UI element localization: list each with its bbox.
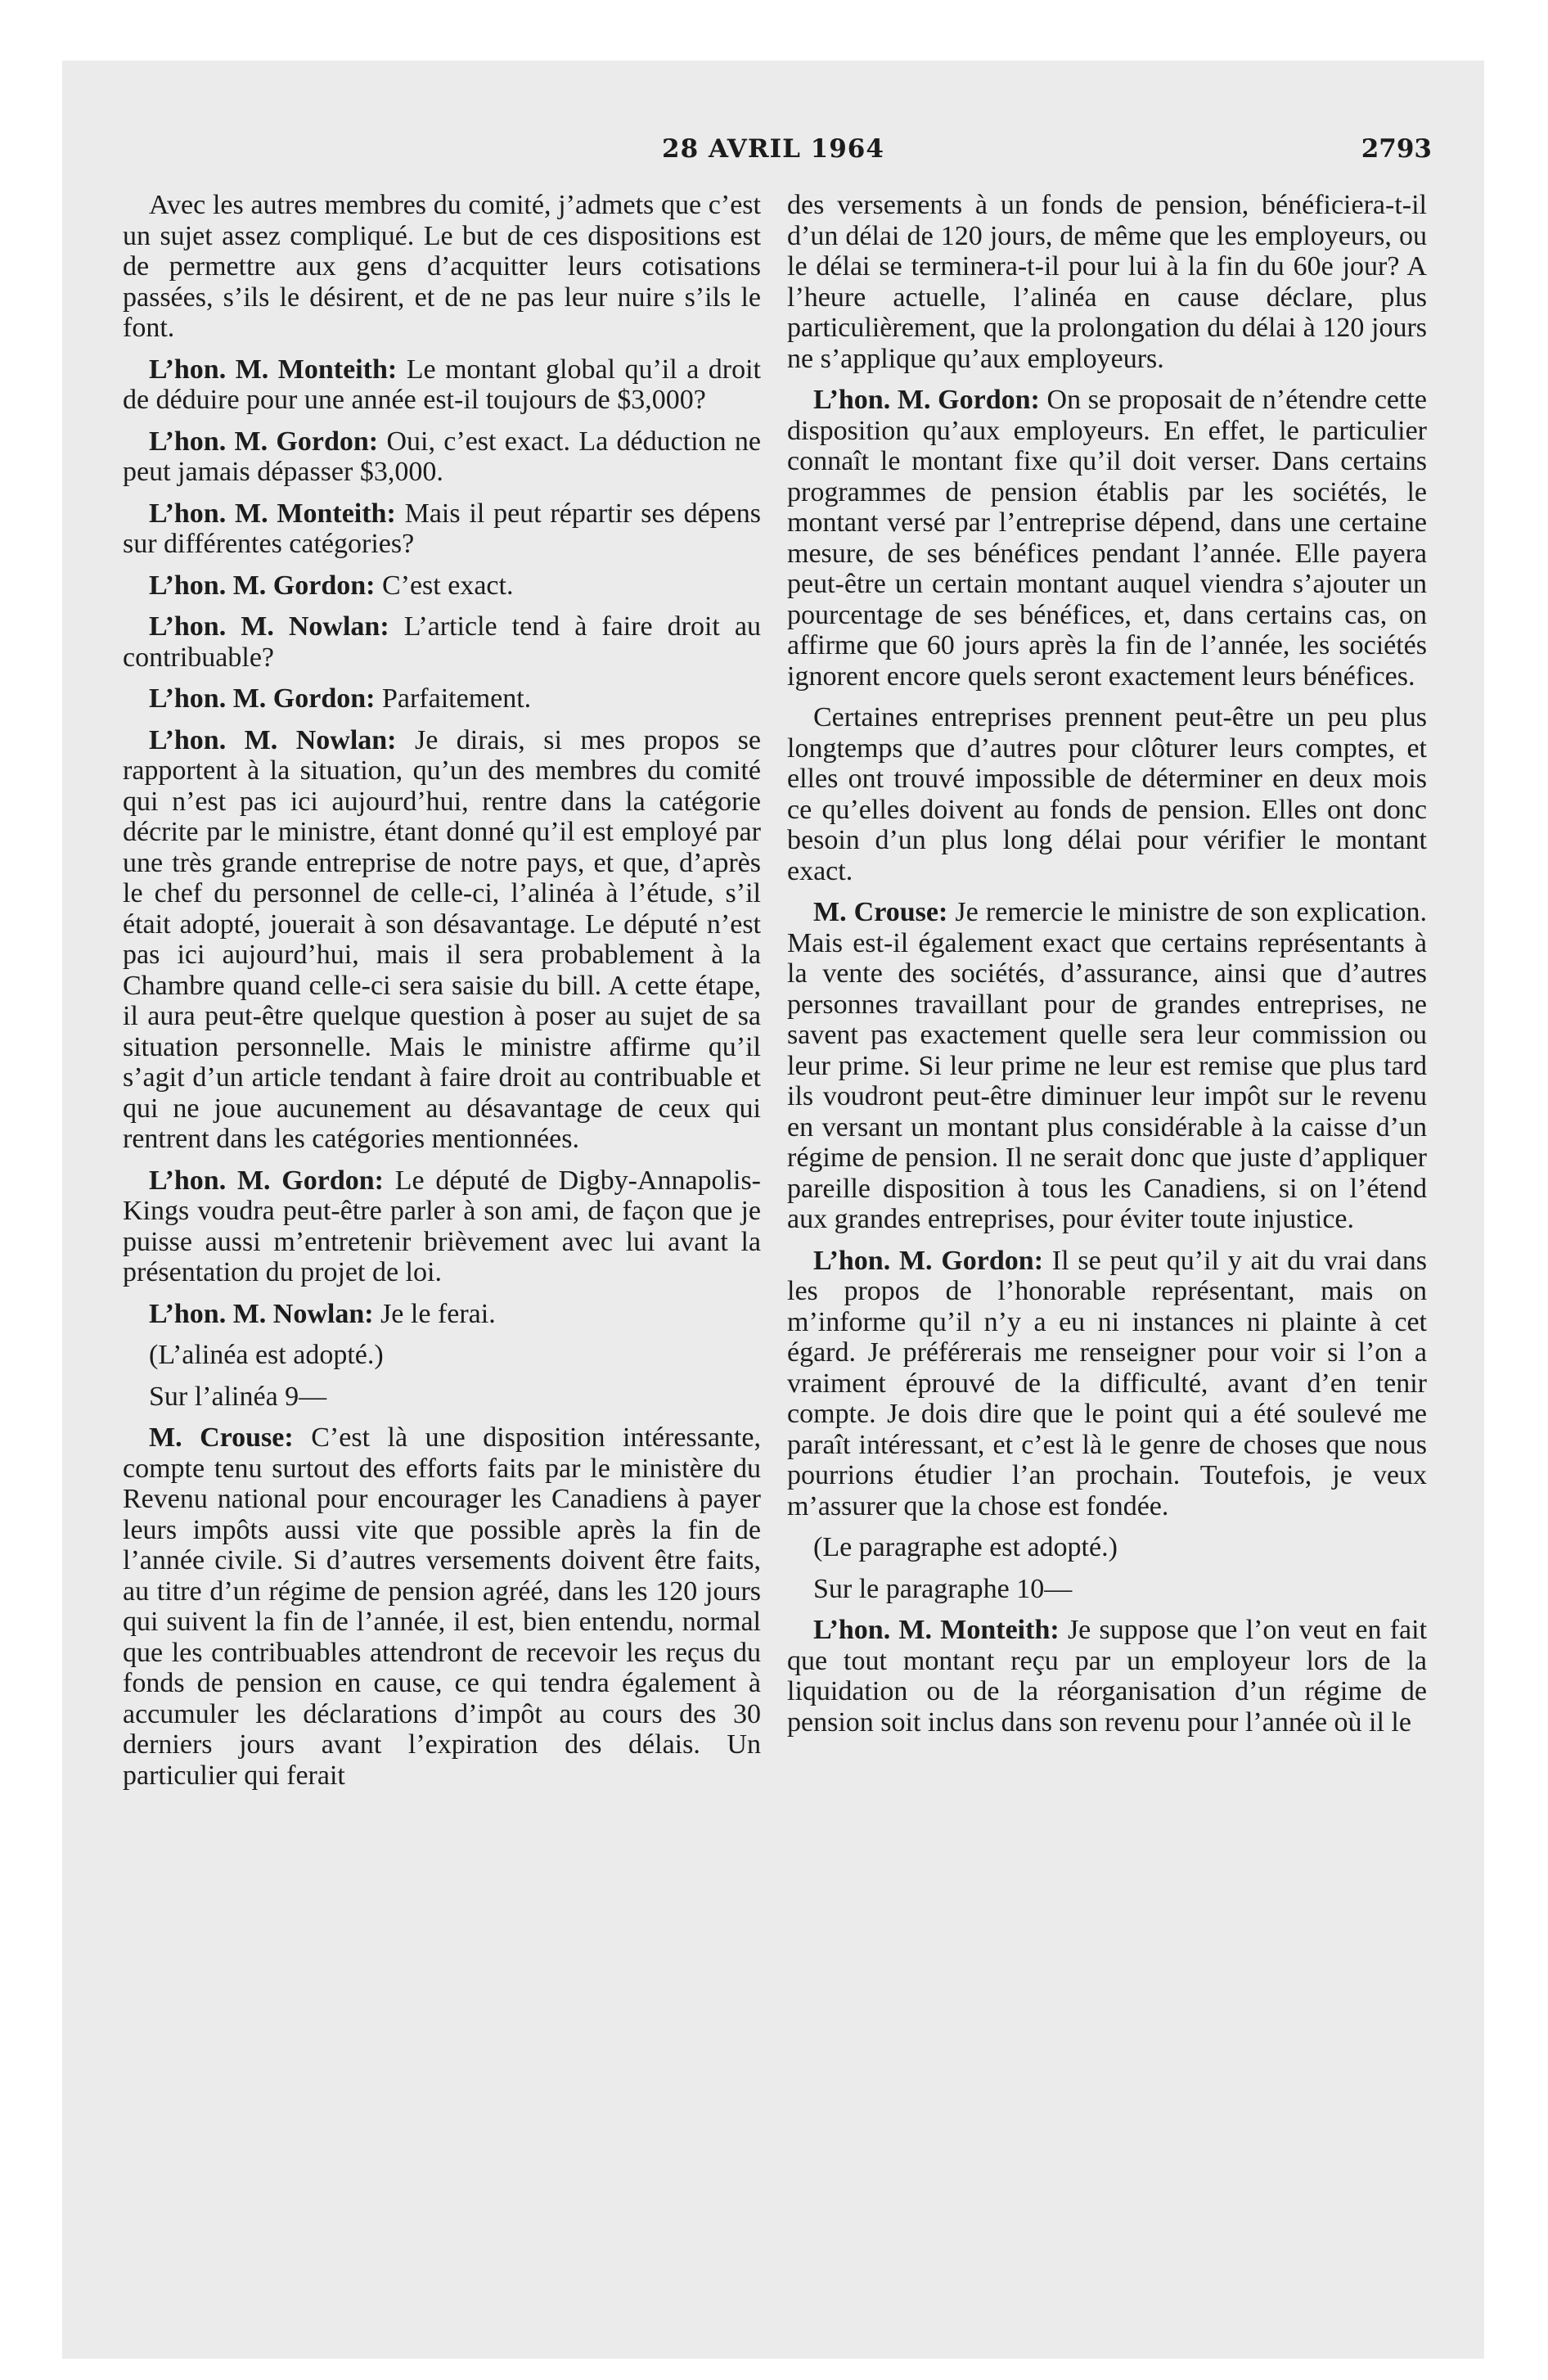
paragraph: [787, 1532, 1427, 1563]
paragraph-text: On se proposait de n’étendre cette disposition qu’aux employeurs. En effet, le particulier connaît le montant fixe qu’il doit verser. Dans certains programmes de pension établis par les sociétés, le montant versé par l’entreprise dépend, dans une certaine mesure, de ses bénéfices pendant l’année. Elle payera peut-être un certain montant auquel viendra s’ajouter un pourcentage de ses bénéfices, et, dans certains cas, on affirme que 60 jours après la fin de l’année, les sociétés ignorent encore quels seront exactement leurs bénéfices.: [787, 385, 1427, 692]
speaker-name: L’hon. M. Nowlan:: [149, 611, 389, 642]
paragraph: [787, 1246, 1427, 1522]
page-number: 2793: [1361, 134, 1432, 164]
paragraph: [123, 426, 761, 488]
speaker-name: M. Crouse:: [149, 1422, 294, 1453]
paragraph: [123, 725, 761, 1155]
paragraph-text: des versements à un fonds de pension, bénéficiera-t-il d’un délai de 120 jours, de même que les employeurs, ou le délai se terminera-t-il pour lui à la fin du 60e jour? A l’heure actuelle, l’alinéa en cause déclare, plus particulièrement, que la prolongation du délai à 120 jours ne s’applique qu’aux employeurs.: [787, 190, 1427, 374]
paragraph-text: L’article tend à faire droit au contribuable?: [123, 611, 762, 673]
speaker-name: L’hon. M. Gordon:: [149, 570, 376, 601]
left-column: [123, 190, 761, 1801]
paragraph: [787, 190, 1427, 374]
speaker-name: L’hon. M. Nowlan:: [149, 724, 397, 755]
speaker-name: L’hon. M. Monteith:: [813, 1615, 1060, 1645]
paragraph-text: Avec les autres membres du comité, j’admets que c’est un sujet assez compliqué. Le but de ces dispositions est de permettre aux gens d’acquitter leurs cotisations passées, s’ils le désirent, et de ne pas leur nuire s’ils le font.: [123, 190, 761, 343]
paragraph-text: Je remercie le ministre de son explication. Mais est-il également exact que certains représentants à la vente des sociétés, d’assurance, ainsi que d’autres personnes travaillant pour de grandes entreprises, ne savent pas exactement quelle sera leur commission ou leur prime. Si leur prime ne leur est remise que plus tard ils voudront peut-être diminuer leur impôt sur le revenu en versant un montant plus considérable à la caisse d’un régime de pension. Il ne serait donc que juste d’appliquer pareille disposition à tous les Canadiens, si on l’étend aux grandes entreprises, pour éviter toute injustice.: [787, 897, 1427, 1234]
paragraph-text: C’est exact.: [381, 570, 514, 601]
paragraph-text: Sur l’alinéa 9—: [149, 1381, 327, 1412]
paragraph: [123, 611, 761, 673]
paragraph: [123, 570, 761, 602]
paragraph-text: (Le paragraphe est adopté.): [813, 1532, 1118, 1562]
paragraph: [787, 385, 1427, 692]
paragraph-text: Je le ferai.: [380, 1298, 496, 1329]
paragraph-text: Mais il peut répartir ses dépens sur différentes catégories?: [123, 498, 762, 559]
paragraph: [787, 702, 1427, 886]
right-column: [787, 190, 1427, 1748]
speaker-name: L’hon. M. Monteith:: [149, 354, 398, 385]
paragraph: [123, 1165, 761, 1288]
paragraph-text: Oui, c’est exact. La déduction ne peut jamais dépasser $3,000.: [123, 426, 761, 487]
paragraph: [787, 1615, 1427, 1738]
page-header: [62, 134, 1484, 167]
paragraph: [787, 897, 1427, 1235]
paragraph-text: (L’alinéa est adopté.): [149, 1340, 384, 1370]
paragraph: [123, 1382, 761, 1413]
speaker-name: L’hon. M. Monteith:: [149, 498, 396, 529]
paragraph: [123, 190, 761, 344]
paragraph: [123, 1422, 761, 1791]
speaker-name: L’hon. M. Gordon:: [813, 1245, 1044, 1276]
speaker-name: M. Crouse:: [813, 897, 948, 927]
paragraph-text: Le montant global qu’il a droit de déduire pour une année est-il toujours de $3,000?: [123, 354, 761, 415]
paragraph: [123, 354, 761, 416]
paragraph: [123, 1340, 761, 1371]
paragraph: [123, 498, 761, 560]
paragraph-text: Je dirais, si mes propos se rapportent à la situation, qu’un des membres du comité qui n’est pas ici aujourd’hui, rentre dans la catégorie décrite par le ministre, étant donné qu’il est employé par une très grande entreprise de notre pays, et que, d’après le chef du personnel de celle-ci, l’alinéa à l’étude, s’il était adopté, jouerait à son désavantage. Le député n’est pas ici aujourd’hui, mais il sera probablement à la Chambre quand celle-ci sera saisie du bill. A cette étape, il aura peut-être quelque question à poser au sujet de sa situation personnelle. Mais le ministre affirme qu’il s’agit d’un article tendant à faire droit au contribuable et qui ne joue aucunement au désavantage de ceux qui rentrent dans les catégories mentionnées.: [123, 724, 761, 1154]
paragraph-text: Le député de Digby-Annapolis-Kings voudra peut-être parler à son ami, de façon que je puisse aussi m’entretenir brièvement avec lui avant la présentation du projet de loi.: [123, 1165, 762, 1287]
speaker-name: L’hon. M. Gordon:: [813, 385, 1040, 415]
paragraph-text: Parfaitement.: [381, 683, 532, 714]
speaker-name: L’hon. M. Nowlan:: [149, 1298, 374, 1329]
paragraph-text: Sur le paragraphe 10—: [813, 1573, 1073, 1604]
paragraph: [787, 1574, 1427, 1605]
paragraph-text: Je suppose que l’on veut en fait que tout montant reçu par un employeur lors de la liquidation ou de la réorganisation d’un régime de pension soit inclus dans son revenu pour l’année où il le: [787, 1615, 1428, 1738]
header-date: 28 AVRIL 1964: [662, 134, 884, 164]
speaker-name: L’hon. M. Gordon:: [149, 1165, 384, 1196]
paragraph: [123, 683, 761, 714]
paragraph-text: C’est là une disposition intéressante, compte tenu surtout des efforts faits par le ministère du Revenu national pour encourager les Canadiens à payer leurs impôts aussi vite que possible après la fin de l’année civile. Si d’autres versements doivent être faits, au titre d’un régime de pension agréé, dans les 120 jours qui suivent la fin de l’année, il est, bien entendu, normal que les contribuables attendront de recevoir les reçus du fonds de pension en cause, ce qui tendra également à accumuler les déclarations d’impôt au cours des 30 derniers jours avant l’expiration des délais. Un particulier qui ferait: [123, 1422, 761, 1791]
paragraph: [123, 1299, 761, 1330]
paragraph-text: Certaines entreprises prennent peut-être un peu plus longtemps que d’autres pour clôturer leurs comptes, et elles ont trouvé impossible de déterminer en deux mois ce qu’elles doivent au fonds de pension. Elles ont donc besoin d’un plus long délai pour vérifier le montant exact.: [787, 702, 1427, 886]
speaker-name: L’hon. M. Gordon:: [149, 426, 379, 457]
paragraph-text: Il se peut qu’il y ait du vrai dans les propos de l’honorable représentant, mais on m’informe qu’il n’y a eu ni instances ni plainte à cet égard. Je préférerais me renseigner pour voir si l’on a vraiment éprouvé de la difficulté, avant d’en tenir compte. Je dois dire que le point qui a été soulevé me paraît intéressant, et c’est là le genre de choses que nous pourrions étudier l’an prochain. Toutefois, je veux m’assurer que la chose est fondée.: [787, 1245, 1427, 1521]
speaker-name: L’hon. M. Gordon:: [149, 683, 376, 714]
